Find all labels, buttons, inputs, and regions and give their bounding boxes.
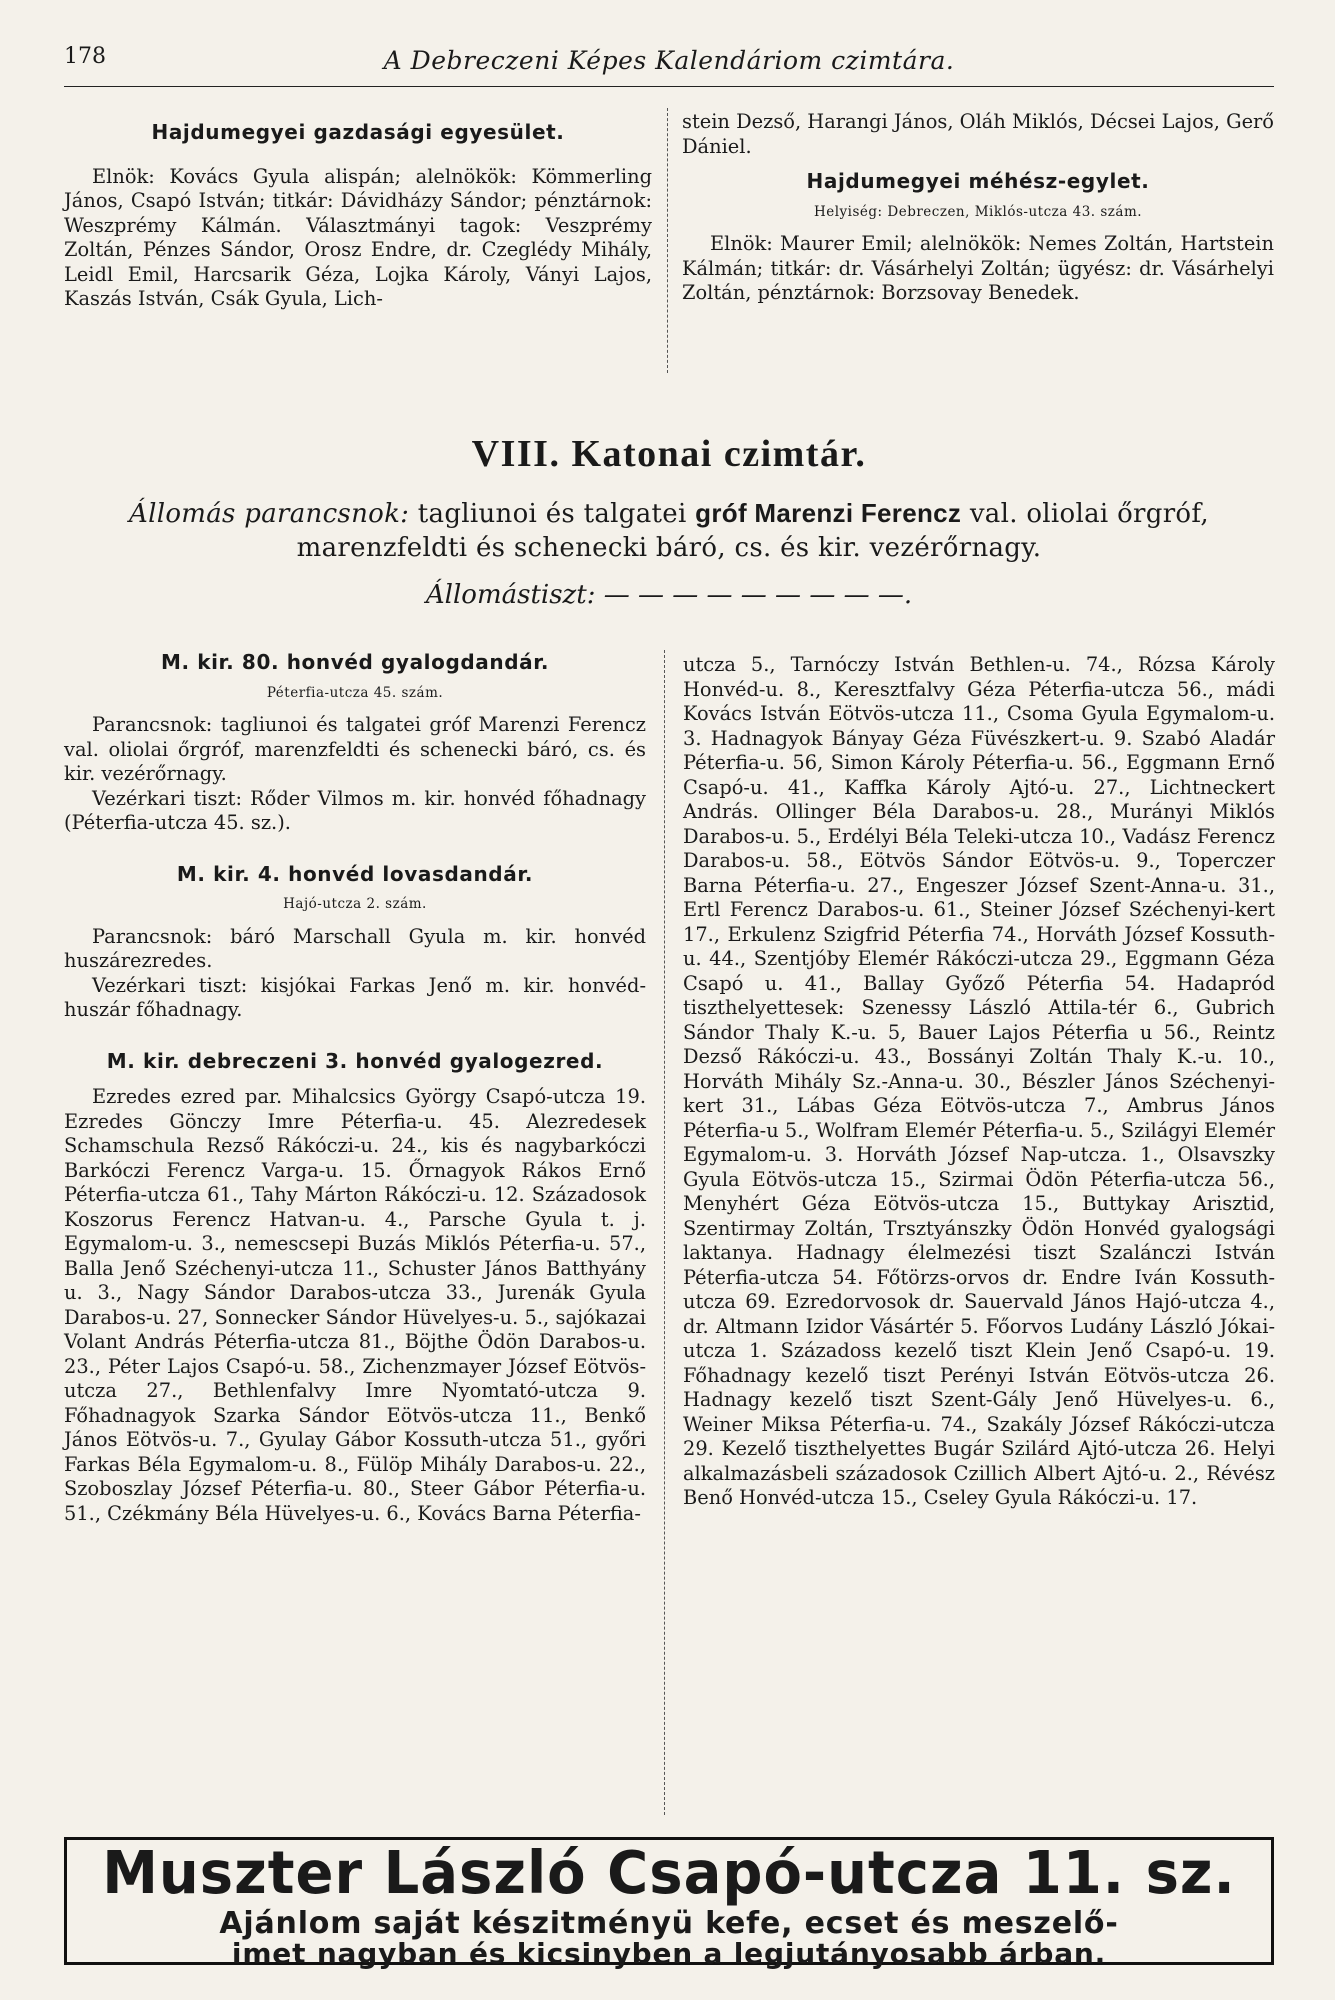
infantry-regiment-title: M. kir. debreczeni 3. honvéd gyalogezred.	[106, 1048, 604, 1073]
infantry-brigade-title: M. kir. 80. honvéd gyalogdandár.	[160, 650, 550, 674]
station-commander	[64, 496, 1274, 565]
cavalry-brigade-commander: Parancsnok: báró Marschall Gyula m. kir. honvéd huszárezredes.	[64, 924, 646, 972]
section-title: Hajdumegyei méhész-egylet.	[806, 169, 1150, 193]
section-gazdasagi-egyesulet	[64, 120, 652, 312]
commander-name: gróf Marenzi Ferencz	[695, 498, 962, 528]
ad-title: Muszter László Csapó-utcza 11. sz.	[102, 1839, 1236, 1908]
chapter-title: VIII. Katonai czimtár.	[471, 433, 867, 475]
military-right-column	[683, 653, 1275, 1511]
section-body: Elnök: Maurer Emil; alelnökök: Nemes Zoltán, Hartstein Kálmán; titkár: dr. Vásárhelyi Zoltán; ügyész: dr. Vásárhelyi Zoltán, pénztárnok: Borzsovay Benedek.	[682, 232, 1274, 304]
infantry-brigade-address: Péterfia-utcza 45. szám.	[266, 684, 444, 701]
infantry-regiment-text-left: Ezredes ezred par. Mihalcsics György Csapó-utcza 19. Ezredes Gönczy Imre Péterfia-u. 45. Alezredesek Schamschula Rezső Rákóczi-u. 24., kis és nagybarkóczi Barkóczi Ferencz Varga-u. 15. Őrnagyok Rákos Ernő Péterfia-utcza 61., Tahy Márton Rákóczi-u. 12. Századosok Koszorus Ferencz Hatvan-u. 4., Parsche Gyula t. j. Egymalom-u. 3., nemescsepi Buzás Miklós Péterfia-u. 57., Balla Jenő Széchenyi-utcza 11., Schuster János Batthyány u. 3., Nagy Sándor Darabos-utcza 33., Jurenák Gyula Darabos-u. 27, Sonnecker Sándor Hüvelyes-u. 5., sajókazai Volant András Péterfia-utcza 81., Böjthe Ödön Darabos-u. 23., Péter Lajos Csapó-u. 58., Zichenzmayer József Eötvös-utcza 27., Bethlenfalvy Imre Nyomtató-utcza 9. Főhadnagyok Szarka Sándor Eötvös-utcza 11., Benkő János Eötvös-u. 7., Gyulay Gábor Kossuth-utcza 51., győri Farkas Béla Egymalom-u. 8., Fülöp Mihály Darabos-u. 22., Szoboszlay József Péterfia-u. 80., Steer Gábor Péterfia-u. 51., Czékmány Béla Hüvelyes-u. 6., Kovács Barna Péterfia-	[64, 1085, 646, 1525]
running-title: A Debreczeni Képes Kalendáriom czimtára.	[383, 46, 955, 75]
commander-pre: tagliunoi és talgatei	[417, 499, 687, 529]
cavalry-brigade-address: Hajó-utcza 2. szám.	[283, 896, 427, 912]
cavalry-brigade-staff: Vezérkari tiszt: kisjókai Farkas Jenő m. kir. honvéd-huszár főhadnagy.	[64, 973, 646, 1021]
section-title: Hajdumegyei gazdasági egyesület.	[151, 120, 565, 144]
cavalry-brigade-title: M. kir. 4. honvéd lovasdandár.	[176, 861, 534, 886]
section-mehesz-egylet	[682, 110, 1274, 306]
infantry-brigade-staff: Vezérkari tiszt: Rőder Vilmos m. kir. honvéd főhadnagy (Péterfia-utcza 45. sz.).	[64, 786, 646, 834]
ad-line-1: Ajánlom saját készitményü kefe, ecset és meszelő-	[219, 1906, 1119, 1941]
ad-line-2: imet nagyban és kicsinyben a legjutányosabb árban.	[231, 1937, 1107, 1970]
advertisement	[64, 1837, 1274, 1970]
section-body: Elnök: Kovács Gyula alispán; alelnökök: Kömmerling János, Csapó István; titkár: Dávidházy Sándor; pénztárnok: Weszprémy Kálmán. Választmányi tagok: Veszprémy Zoltán, Pénzes Sándor, Orosz Endre, dr. Czeglédy Mihály, Leidl Emil, Harcsarik Géza, Lojka Károly, Ványi Lajos, Kaszás István, Csák Gyula, Lich-	[64, 164, 652, 310]
station-officer: Állomástiszt: — — — — — — — — —.	[425, 580, 913, 610]
page-header	[64, 44, 1274, 87]
section-location: Helyiség: Debreczen, Miklós-utcza 43. szám.	[813, 203, 1143, 220]
infantry-regiment-text-right: utcza 5., Tarnóczy István Bethlen-u. 74., Rózsa Károly Honvéd-u. 8., Keresztfalvy Géza Péterfia-utcza 56., mádi Kovács István Eötvös-utcza 11., Csoma Gyula Egymalom-u. 3. Hadnagyok Bányay Géza Füvészkert-u. 9. Szabó Aladár Péterfia-u. 56, Simon Károly Péterfia-u. 56., Eggmann Ernő Csapó-u. 41., Kaffka Károly Ajtó-u. 27., Lichtneckert András. Ollinger Béla Darabos-u. 28., Murányi Miklós Darabos-u. 5., Erdélyi Béla Teleki-utcza 10., Vadász Ferencz Darabos-u. 58., Eötvös Sándor Eötvös-u. 9., Toperczer Barna Péterfia-u. 27., Engeszer József Szent-Anna-u. 31., Ertl Ferencz Darabos-u. 61., Steiner József Széchenyi-kert 17., Erkulenz Szigfrid Péterfia 74., Horváth József Kossuth-u. 44., Szentjóby Elemér Rákóczi-utcza 29., Eggmann Géza Csapó u. 41., Ballay Győző Péterfia 54. Hadapród tiszthelyettesek: Szenessy László Attila-tér 6., Gubrich Sándor Thaly K.-u. 5, Bauer Lajos Péterfia u 56., Reintz Dezső Rákóczi-u. 43., Bossányi Zoltán Thaly K.-u. 10., Horváth Mihály Sz.-Anna-u. 30., Bészler János Széchenyi-kert 31., Lábas Géza Eötvös-utcza 7., Ambrus János Péterfia-u 5., Wolfram Elemér Péterfia-u. 5., Szilágyi Elemér Egymalom-u. 3. Horváth József Nap-utcza. 1., Olsavszky Gyula Eötvös-utcza 15., Szirmai Ödön Péterfia-utcza 56., Menyhért Géza Eötvös-utcza 15., Buttykay Arisztid, Szentirmay Zoltán, Trsztyánszky Ödön Honvéd gyalogsági laktanya. Hadnagy élelmezési tiszt Szalánczi István Péterfia-utcza 54. Főtörzs-orvos dr. Endre Iván Kossuth-utcza 69. Ezredorvosok dr. Sauervald János Hajó-utcza 4., dr. Altmann Izidor Vásártér 5. Főorvos Ludány László Jókai-utcza 1. Századoss kezelő tiszt Klein Jenő Csapó-u. 19. Főhadnagy kezelő tiszt Perényi István Eötvös-utcza 26. Hadnagy kezelő tiszt Szent-Gály Jenő Hüvelyes-u. 6., Weiner Miksa Péterfia-u. 74., Szakály József Rákóczi-utcza 29. Kezelő tiszthelyettes Bugár Szilárd Ajtó-utcza 26. Helyi alkalmazásbeli századosok Czillich Albert Ajtó-u. 2., Révész Benő Honvéd-utcza 15., Cseley Gyula Rákóczi-u. 17.	[683, 653, 1275, 1509]
column-divider-bottom	[664, 650, 665, 1815]
continuation-text: stein Dezső, Harangi János, Oláh Miklós, Décsei Lajos, Gerő Dániel.	[682, 110, 1274, 158]
infantry-brigade-commander: Parancsnok: tagliunoi és talgatei gróf Marenzi Ferencz val. oliolai őrgróf, marenzfeldti és schenecki báró, cs. és kir. vezérőrnagy.	[64, 713, 646, 785]
column-divider-top	[667, 108, 668, 373]
page-number: 178	[64, 44, 106, 69]
commander-post: val. oliolai őrgróf, marenzfeldti és schenecki báró, cs. és kir. vezérőrnagy.	[296, 499, 1209, 563]
military-left-column	[64, 650, 646, 1526]
commander-label: Állomás parancsnok:	[129, 499, 410, 529]
